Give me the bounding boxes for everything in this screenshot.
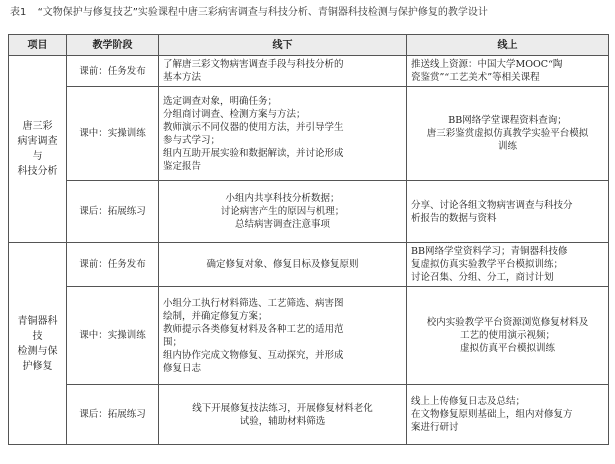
cell-line: 唐三彩 — [22, 121, 53, 132]
cell-line: 小组分工执行材料筛选、工艺筛选、病害图 — [163, 297, 344, 309]
cell-line: 训练 — [497, 141, 517, 152]
stage-cell: 课前：任务发布 — [67, 56, 159, 87]
cell-line: 小组内共享科技分析数据； — [225, 193, 340, 204]
online-cell — [407, 385, 609, 445]
offline-cell — [159, 181, 407, 243]
table-row — [9, 385, 609, 445]
cell-line: 试验，辅助材料筛选 — [239, 415, 326, 427]
cell-line: 析报告的数据与资料 — [411, 212, 497, 224]
stage-cell: 课中：实操训练 — [67, 287, 159, 385]
cell-line: 护修复 — [22, 360, 53, 372]
cell-line: 工艺的使用演示视频； — [459, 330, 555, 341]
table-row — [9, 56, 609, 87]
table-row — [9, 243, 609, 287]
cell-line: 在文物修复原则基础上，组内对修复方 — [411, 409, 573, 420]
cell-line: 科技分析 — [17, 166, 58, 177]
cell-line: 讨论召集、分组、分工，商讨计划 — [411, 272, 554, 283]
cell-line: 瓷鉴赏”“工艺美术”等相关课程 — [411, 72, 540, 83]
cell-line: 案进行研讨 — [411, 422, 459, 433]
cell-line: 虚拟仿真平台模拟训练 — [459, 343, 555, 354]
header-offline: 线下 — [159, 35, 407, 56]
stage-cell: 课中：实操训练 — [67, 87, 159, 181]
offline-cell — [159, 287, 407, 385]
table-row — [9, 87, 609, 181]
offline-cell — [159, 56, 407, 87]
cell-line: 绘制，并确定修复方案； — [163, 310, 268, 322]
stage-cell: 课后：拓展练习 — [67, 181, 159, 243]
cell-line: 分享、讨论各组文物病害调查与科技分 — [411, 199, 573, 211]
offline-cell — [159, 385, 407, 445]
cell-line: 检测与保 — [17, 345, 58, 357]
topic-cell — [9, 243, 67, 445]
teaching-design-table — [8, 34, 609, 445]
cell-line: 教师提示各类修复材料及各种工艺的适用范 — [163, 323, 344, 335]
table-caption — [10, 6, 610, 20]
cell-line: 校内实验教学平台资源浏览修复材料及 — [426, 317, 589, 328]
cell-line: 唐三彩鉴赏虚拟仿真教学实验平台模拟 — [426, 128, 589, 139]
header-item: 项目 — [9, 35, 67, 56]
table-row — [9, 181, 609, 243]
topic-cell — [9, 56, 67, 243]
cell-line: 复虚拟仿真实验教学平台模拟训练； — [411, 259, 564, 270]
table-title: “文物保护与修复技艺”实验课程中唐三彩病害调查与科技分析、青铜器科技检测与保护修复的教学设计 — [37, 7, 488, 18]
stage-cell: 课前：任务发布 — [67, 243, 159, 287]
stage-cell: 课后：拓展练习 — [67, 385, 159, 445]
online-cell — [407, 87, 609, 181]
header-online: 线上 — [407, 35, 609, 56]
cell-line: 修复日志 — [163, 362, 202, 374]
online-cell — [407, 181, 609, 243]
cell-line: 组内互助开展实验和数据解读，并讨论形成 — [163, 147, 344, 159]
table-row — [9, 287, 609, 385]
offline-cell — [159, 243, 407, 287]
cell-line: 病害调查与 — [17, 136, 58, 162]
table-number: 表1 — [10, 7, 27, 18]
cell-line: 基本方法 — [163, 72, 202, 83]
table-body — [9, 56, 609, 445]
cell-line: BB网络学堂课程资料查询； — [448, 115, 567, 126]
header-stage: 教学阶段 — [67, 35, 159, 56]
cell-line: 线下开展修复技法练习，开展修复材料老化 — [192, 402, 373, 414]
cell-line: 参与式学习； — [163, 134, 221, 146]
cell-line: 分组商讨调查、检测方案与方法； — [163, 108, 306, 120]
cell-line: 推送线上资源：中国大学MOOC“陶 — [411, 59, 563, 70]
cell-line: 选定调查对象，明确任务； — [163, 95, 278, 107]
cell-line: 教师演示不同仪器的使用方法，并引导学生 — [163, 121, 344, 133]
cell-line: 组内协作完成文物修复、互动探究，并形成 — [163, 349, 344, 361]
cell-line: 鉴定报告 — [163, 160, 202, 172]
online-cell — [407, 243, 609, 287]
cell-line: BB网络学堂资料学习；青铜器科技修 — [411, 246, 568, 257]
cell-line: 确定修复对象、修复目标及修复原则 — [206, 259, 359, 270]
cell-line: 围； — [163, 336, 183, 348]
cell-line: 总结病害调查注意事项 — [234, 219, 330, 230]
cell-line: 线上上传修复日志及总结； — [411, 396, 526, 407]
cell-line: 青铜器科技 — [17, 315, 58, 342]
online-cell — [407, 287, 609, 385]
online-cell — [407, 56, 609, 87]
offline-cell — [159, 87, 407, 181]
header-row — [9, 35, 609, 56]
cell-line: 讨论病害产生的原因与机理； — [220, 206, 345, 217]
cell-line: 了解唐三彩文物病害调查手段与科技分析的 — [163, 59, 344, 70]
